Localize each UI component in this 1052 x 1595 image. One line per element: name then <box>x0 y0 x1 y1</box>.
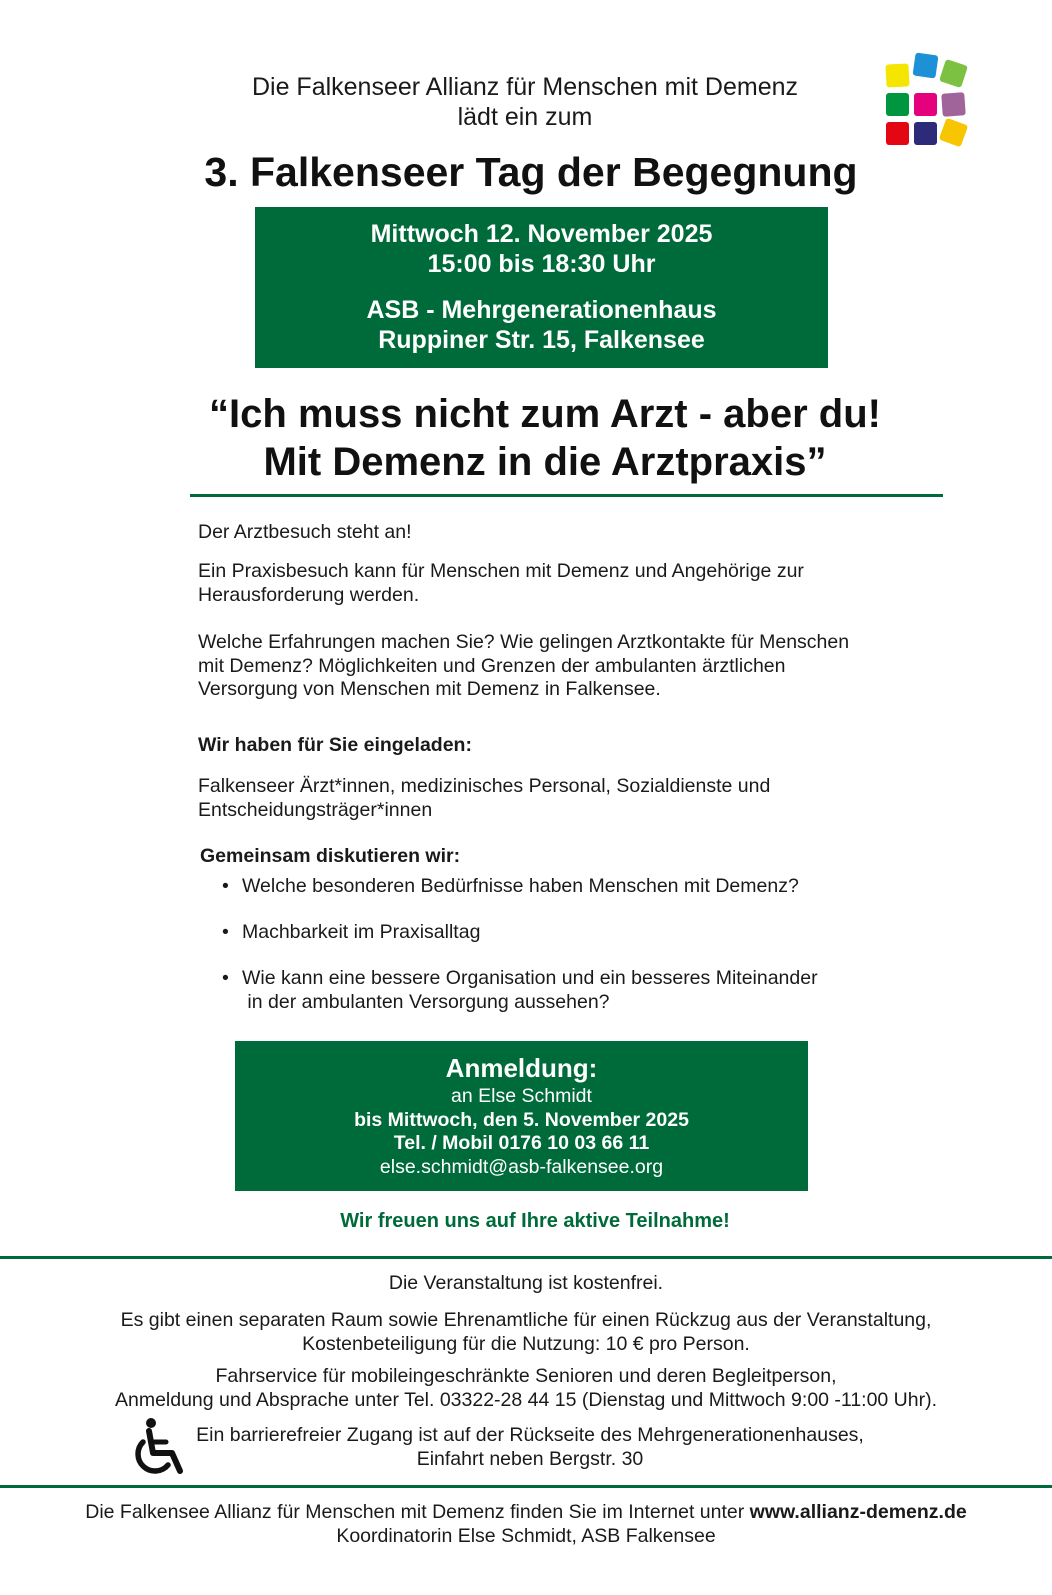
logo-square-navy <box>914 122 937 145</box>
headline-divider <box>190 494 943 497</box>
logo-square-gold <box>939 118 968 147</box>
questions-line-1: Welche Erfahrungen machen Sie? Wie gelingen Arztkontakte für Menschen <box>198 631 850 653</box>
registration-heading: Anmeldung: <box>445 1053 598 1083</box>
access-notice <box>120 1424 940 1471</box>
info-divider-top <box>0 1256 1052 1259</box>
headline-line-2: Mit Demenz in die Arztpraxis” <box>263 440 827 484</box>
bullet-text: Machbarkeit im Praxisalltag <box>242 921 481 943</box>
bullet-text: Wie kann eine bessere Organisation und ein besseres Miteinander <box>242 967 818 989</box>
invited-line-1: Falkenseer Ärzt*innen, medizinisches Personal, Sozialdienste und <box>198 775 771 797</box>
headline-line-1: “Ich muss nicht zum Arzt - aber du! <box>209 392 881 436</box>
logo-square-blue <box>913 53 939 79</box>
registration-email[interactable]: else.schmidt@asb-falkensee.org <box>379 1155 664 1178</box>
footer <box>20 1501 1032 1548</box>
questions-paragraph <box>198 631 958 702</box>
access-line-2: Einfahrt neben Bergstr. 30 <box>416 1447 644 1470</box>
event-address: Ruppiner Str. 15, Falkensee <box>378 326 705 354</box>
bullet-dot: • <box>222 921 229 943</box>
list-item <box>222 875 962 899</box>
registration-box <box>235 1041 808 1191</box>
bullet-dot: • <box>222 875 229 897</box>
list-item <box>222 967 962 1014</box>
intro-paragraph: Der Arztbesuch steht an! <box>198 521 412 543</box>
footer-line-2: Koordinatorin Else Schmidt, ASB Falkensee <box>336 1524 716 1547</box>
transport-notice <box>20 1365 1032 1412</box>
challenge-line-1: Ein Praxisbesuch kann für Menschen mit Demenz und Angehörige zur <box>198 560 804 582</box>
event-venue: ASB - Mehrgenerationenhaus <box>366 296 717 324</box>
bullet-text-continued: in der ambulanten Versorgung aussehen? <box>242 990 610 1013</box>
event-info-box <box>255 207 828 368</box>
bullet-dot: • <box>222 967 229 989</box>
registration-phone: Tel. / Mobil 0176 10 03 66 11 <box>393 1132 650 1154</box>
free-notice: Die Veranstaltung ist kostenfrei. <box>388 1272 664 1294</box>
discuss-heading: Gemeinsam diskutieren wir: <box>200 845 461 867</box>
transport-line-2: Anmeldung und Absprache unter Tel. 03322-28 44 15 (Dienstag und Mittwoch 9:00 -11:00 Uhr). <box>114 1388 938 1411</box>
logo-square-purple <box>941 92 966 117</box>
invited-heading: Wir haben für Sie eingeladen: <box>198 734 472 756</box>
event-date: Mittwoch 12. November 2025 <box>370 220 713 248</box>
intro-line-2: lädt ein zum <box>457 103 593 131</box>
room-notice <box>20 1309 1032 1356</box>
invited-list <box>198 775 958 822</box>
event-time: 15:00 bis 18:30 Uhr <box>427 250 656 278</box>
website-link[interactable]: www.allianz-demenz.de <box>749 1501 967 1523</box>
list-item <box>222 921 962 945</box>
page-title: 3. Falkenseer Tag der Begegnung <box>204 149 858 195</box>
info-divider-bottom <box>0 1485 1052 1488</box>
questions-line-3: Versorgung von Menschen mit Demenz in Falkensee. <box>198 678 661 700</box>
room-line-2: Kostenbeteiligung für die Nutzung: 10 € pro Person. <box>302 1332 750 1355</box>
intro-line-1: Die Falkenseer Allianz für Menschen mit Demenz <box>251 73 799 101</box>
challenge-paragraph <box>198 560 958 607</box>
intro-text <box>150 72 900 132</box>
access-line-1: Ein barrierefreier Zugang ist auf der Rückseite des Mehrgenerationenhauses, <box>196 1424 864 1446</box>
footer-prefix: Die Falkensee Allianz für Menschen mit Demenz finden Sie im Internet unter <box>85 1501 750 1523</box>
challenge-line-2: Herausforderung werden. <box>198 583 420 606</box>
transport-line-1: Fahrservice für mobileingeschränkte Senioren und deren Begleitperson, <box>215 1365 837 1387</box>
footer-line-1 <box>20 1501 1032 1525</box>
registration-deadline: bis Mittwoch, den 5. November 2025 <box>354 1108 689 1131</box>
questions-line-2: mit Demenz? Möglichkeiten und Grenzen der ambulanten ärztlichen <box>198 654 786 677</box>
logo-square-lightgreen <box>939 59 968 88</box>
headline <box>80 390 1010 486</box>
logo-square-magenta <box>914 93 937 116</box>
registration-contact: an Else Schmidt <box>451 1085 592 1107</box>
invited-line-2: Entscheidungsträger*innen <box>198 798 433 821</box>
discussion-bullet-list <box>222 875 962 1037</box>
room-line-1: Es gibt einen separaten Raum sowie Ehrenamtliche für einen Rückzug aus der Veranstaltung, <box>120 1309 932 1331</box>
thanks-text: Wir freuen uns auf Ihre aktive Teilnahme! <box>340 1210 730 1232</box>
bullet-text: Welche besonderen Bedürfnisse haben Menschen mit Demenz? <box>242 875 799 897</box>
